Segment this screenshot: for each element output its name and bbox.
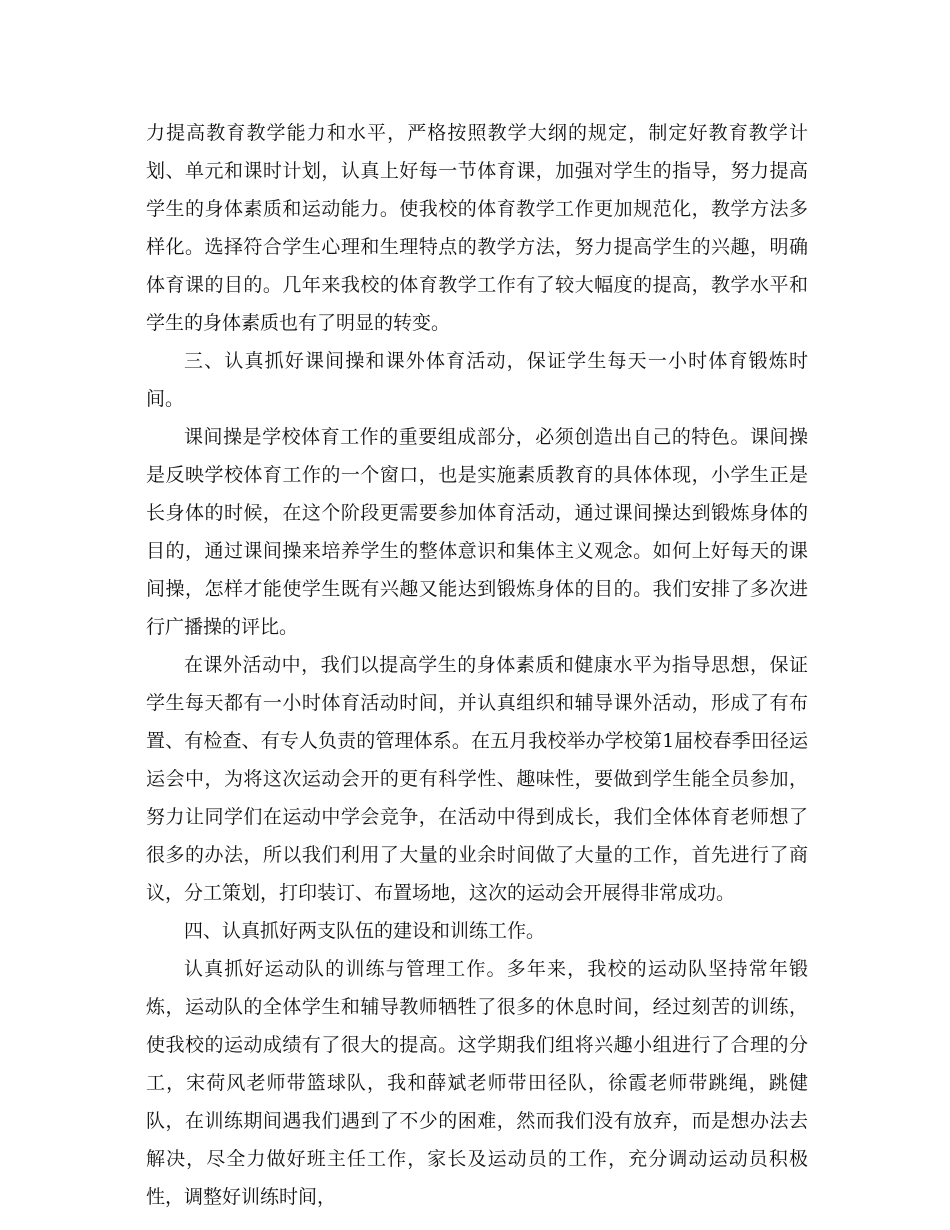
section-heading-three: 三、认真抓好课间操和课外体育活动，保证学生每天一小时体育锻炼时间。: [146, 350, 808, 410]
paragraph-continued-intro: 力提高教育教学能力和水平，严格按照教学大纲的规定，制定好教育教学计划、单元和课时计划，认真上好每一节体育课，加强对学生的指导，努力提高学生的身体素质和运动能力。使我校的体育教学工作更加规范化，教学方法多样化。选择符合学生心理和生理特点的教学方法，努力提高学生的兴趣，明确体育课的目的。几年来我校的体育教学工作有了较大幅度的提高，教学水平和学生的身体素质也有了明显的转变。: [146, 122, 808, 334]
paragraph-sports-team: 认真抓好运动队的训练与管理工作。多年来，我校的运动队坚持常年锻炼，运动队的全体学生和辅导教师牺牲了很多的休息时间，经过刻苦的训练，使我校的运动成绩有了很大的提高。这学期我们组将兴趣小组进行了合理的分工，宋荷风老师带篮球队，我和薛斌老师带田径队，徐霞老师带跳绳，跳健队，在训练期间遇我们遇到了不少的困难，然而我们没有放弃，而是想办法去解决，尽全力做好班主任工作，家长及运动员的工作，充分调动运动员积极性，调整好训练时间，: [146, 958, 808, 1208]
document-page: [146, 114, 808, 1216]
paragraph-extracurricular: 在课外活动中，我们以提高学生的身体素质和健康水平为指导思想，保证学生每天都有一小时体育活动时间，并认真组织和辅导课外活动，形成了有布置、有检查、有专人负责的管理体系。在五月我校举办学校第1届校春季田径运运会中，为将这次运动会开的更有科学性、趣味性，要做到学生能全员参加，努力让同学们在运动中学会竞争，在活动中得到成长，我们全体体育老师想了很多的办法，所以我们利用了大量的业余时间做了大量的工作，首先进行了商议，分工策划，打印装订、布置场地，这次的运动会开展得非常成功。: [146, 654, 808, 904]
paragraph-morning-exercise: 课间操是学校体育工作的重要组成部分，必须创造出自己的特色。课间操是反映学校体育工作的一个窗口，也是实施素质教育的具体体现，小学生正是长身体的时候，在这个阶段更需要参加体育活动，通过课间操达到锻炼身体的目的，通过课间操来培养学生的整体意识和集体主义观念。如何上好每天的课间操，怎样才能使学生既有兴趣又能达到锻炼身体的目的。我们安排了多次进行广播操的评比。: [146, 426, 808, 638]
section-heading-four: 四、认真抓好两支队伍的建设和训练工作。: [184, 920, 546, 942]
